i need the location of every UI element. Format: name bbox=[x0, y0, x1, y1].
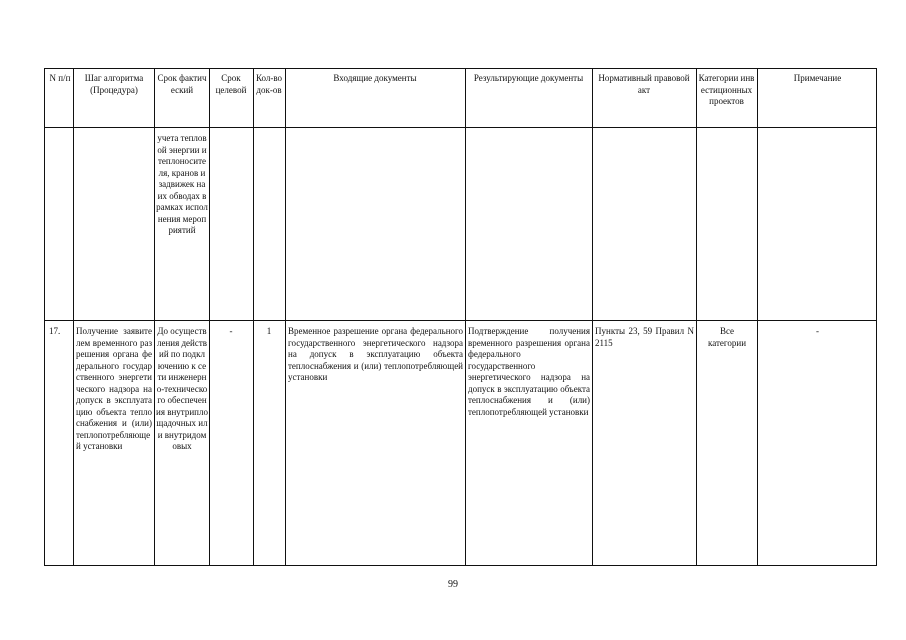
row17-categories: Все категории bbox=[707, 326, 747, 348]
row17-legal-act: Пункты 23, 59 Правил N 2115 bbox=[595, 326, 694, 348]
header-step: Шаг алгоритма (Процедура) bbox=[84, 73, 144, 95]
header-docs-count: Кол-во док-ов bbox=[255, 73, 283, 95]
row17-term-target: - bbox=[229, 326, 233, 336]
header-num: N п/п bbox=[49, 73, 71, 83]
row17-input-docs: Временное разрешение органа федерального государственного энергетического надзора на допуск в эксплуатацию объекта теплоснабжения и (или) теплопотребляющей установки bbox=[288, 326, 463, 382]
header-input-docs: Входящие документы bbox=[333, 73, 417, 83]
header-categories: Категории инвестиционных проектов bbox=[698, 73, 755, 106]
header-result-docs: Результирующие документы bbox=[473, 73, 584, 83]
row17-step: Получение заявителем временного разрешения органа федерального государственного энергетического надзора на допуск в эксплуатацию объекта теплоснабжения и (или) теплопотребляющей установки bbox=[76, 326, 152, 451]
row17-term-actual: До осуществления действий по подключению к сети инженерно-технического обеспечения внутриплощадочных или внутридомовых bbox=[156, 326, 208, 451]
header-term-actual: Срок фактический bbox=[157, 73, 207, 95]
continuation-term-actual: учета тепловой энергии и теплоносителя, кранов и задвижек на их обводах в рамках исполнения мероприятий bbox=[156, 133, 208, 235]
row17-docs-count: 1 bbox=[266, 326, 272, 336]
header-note: Примечание bbox=[793, 73, 842, 83]
procedure-table bbox=[44, 68, 877, 566]
header-term-target: Срок целевой bbox=[215, 73, 247, 95]
row17-note: - bbox=[816, 326, 819, 336]
row17-num: 17. bbox=[49, 326, 61, 336]
row17-result-docs: Подтверждение получения временного разрешения органа федерального государственного энергетического надзора на допуск в эксплуатацию объекта теплоснабжения и (или) теплопотребляющей установки bbox=[468, 326, 590, 417]
page-number: 99 bbox=[448, 579, 458, 590]
header-legal-act: Нормативный правовой акт bbox=[598, 73, 690, 95]
